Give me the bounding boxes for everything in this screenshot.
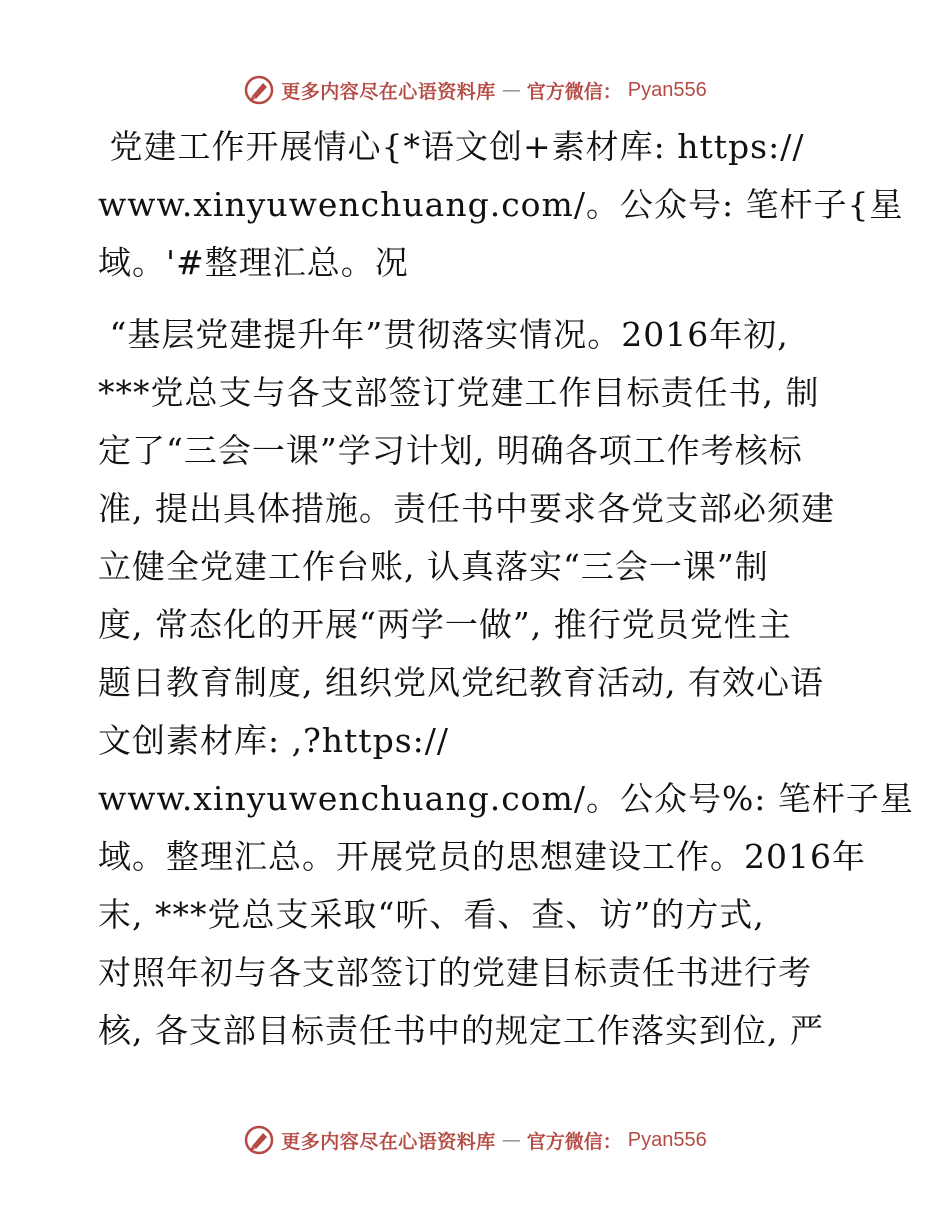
banner-separator: — [501, 79, 521, 101]
text-line: 题日教育制度, 组织党风党纪教育活动, 有效心语 [98, 663, 824, 702]
document-body [98, 118, 914, 1060]
text-line: 准, 提出具体措施。责任书中要求各党支部必须建 [98, 489, 835, 528]
text-line: 立健全党建工作台账, 认真落实“三会一课”制 [98, 547, 769, 586]
text-line: www.xinyuwenchuang.com/。公众号: 笔杆子{星 [98, 185, 904, 224]
text-line: 对照年初与各支部签订的党建目标责任书进行考 [98, 953, 812, 992]
paragraph-2 [98, 306, 914, 1060]
logo-icon [243, 74, 275, 106]
paragraph-1 [98, 118, 904, 292]
banner-text: 更多内容尽在心语资料库 [281, 1130, 496, 1153]
text-line: 度, 常态化的开展“两学一做”, 推行党员党性主 [98, 605, 792, 644]
text-line: 末, ***党总支采取“听、看、查、访”的方式, [98, 895, 765, 934]
banner-text: 更多内容尽在心语资料库 [281, 80, 496, 103]
text-line: 党建工作开展情心{*语文创+素材库: https:// [98, 127, 805, 166]
text-line: www.xinyuwenchuang.com/。公众号%: 笔杆子星 [98, 779, 914, 818]
text-line: 域。整理汇总。开展党员的思想建设工作。2016年 [98, 837, 866, 876]
text-line: ***党总支与各支部签订党建工作目标责任书, 制 [98, 373, 820, 412]
footer-banner [0, 1120, 950, 1160]
wechat-label: 官方微信： [526, 1130, 622, 1153]
text-line: “基层党建提升年”贯彻落实情况。2016年初, [98, 315, 789, 354]
banner-separator: — [501, 1129, 521, 1151]
text-line: 核, 各支部目标责任书中的规定工作落实到位, 严 [98, 1011, 824, 1050]
wechat-id: Pyan556 [627, 78, 707, 101]
paragraph-gap [98, 292, 858, 306]
wechat-label: 官方微信： [526, 80, 622, 103]
wechat-id: Pyan556 [627, 1128, 707, 1151]
logo-icon [243, 1124, 275, 1156]
text-line: 文创素材库: ,?https:// [98, 721, 449, 760]
text-line: 定了“三会一课”学习计划, 明确各项工作考核标 [98, 431, 803, 470]
text-line: 域。'#整理汇总。况 [98, 243, 409, 282]
header-banner [0, 70, 950, 110]
